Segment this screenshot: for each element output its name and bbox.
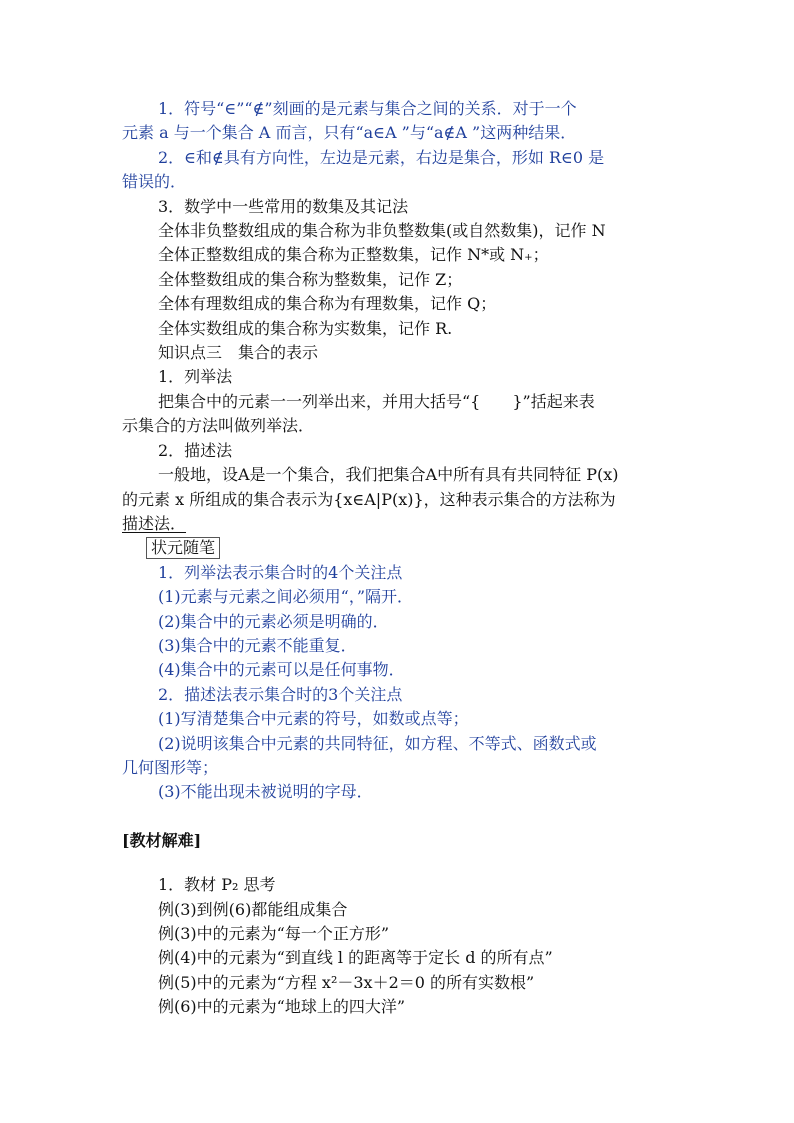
- note-label-row: [122, 536, 678, 560]
- knowledge-point-title: 知识点三 集合的表示: [158, 343, 319, 363]
- text-line: 描述法．: [122, 513, 187, 533]
- text-line: 1．符号“∈”“∉”刻画的是元素与集合之间的关系．对于一个: [158, 99, 577, 118]
- text-line: 全体正整数组成的集合称为正整数集，记作 N*或 N₊；: [158, 245, 549, 265]
- section-line: 例(4)中的元素为“到直线 l 的距离等于定长 d 的所有点”: [158, 948, 553, 968]
- document-page: [122, 97, 678, 1020]
- text-line: 把集合中的元素一一列举出来，并用大括号“{ }”括起来表: [158, 391, 595, 411]
- section-line: 例(3)到例(6)都能组成集合: [158, 899, 348, 919]
- text-line: 示集合的方法叫做列举法．: [122, 416, 315, 436]
- text-line: 元素 a 与一个集合 A 而言，只有“a∈A ”与“a∉A ”这两种结果．: [122, 123, 577, 143]
- note-line: (1)元素与元素之间必须用“，”隔开．: [158, 587, 414, 607]
- text-line: 全体整数组成的集合称为整数集，记作 Z；: [158, 269, 463, 289]
- note-line: 几何图形等；: [122, 757, 219, 777]
- spacer: [122, 805, 678, 829]
- note-line: (3)集合中的元素不能重复．: [158, 635, 357, 655]
- text-line: 一般地，设A是一个集合，我们把集合A中所有具有共同特征 P(x): [158, 465, 619, 485]
- note-line: (1)写清楚集合中元素的符号，如数或点等；: [158, 709, 469, 729]
- note-line: 2．描述法表示集合时的3个关注点: [158, 684, 403, 704]
- text-line: 全体有理数组成的集合称为有理数集，记作 Q；: [158, 294, 497, 314]
- section-line: 例(3)中的元素为“每一个正方形”: [158, 924, 390, 943]
- note-line: (2)集合中的元素必须是明确的．: [158, 611, 389, 631]
- text-line: 的元素 x 所组成的集合表示为{x∈A|P(x)}，这种表示集合的方法称为: [122, 489, 616, 509]
- note-line: 1．列举法表示集合时的4个关注点: [158, 562, 403, 582]
- text-line: 1．列举法: [158, 367, 233, 387]
- section-line: 1．教材 P₂ 思考: [158, 875, 276, 895]
- text-line: 2．∈和∉具有方向性，左边是元素，右边是集合，形如 R∈0 是: [158, 147, 605, 167]
- section-heading: [教材解难]: [122, 830, 202, 850]
- text-line: 错误的．: [122, 172, 187, 192]
- note-line: (4)集合中的元素可以是任何事物．: [158, 660, 405, 680]
- note-line: (3)不能出现未被说明的字母．: [158, 782, 373, 802]
- section-block: [122, 873, 678, 1019]
- spacer: [122, 853, 678, 873]
- text-line: 全体实数组成的集合称为实数集，记作 R.: [158, 318, 453, 338]
- intro-block: [122, 97, 678, 536]
- text-line: 2．描述法: [158, 440, 233, 460]
- note-label: 状元随笔: [146, 537, 220, 559]
- text-line: 3．数学中一些常用的数集及其记法: [158, 196, 409, 216]
- text-line: 全体非负整数组成的集合称为非负整数集(或自然数集)，记作 N: [158, 221, 606, 241]
- section-line: 例(6)中的元素为“地球上的四大洋”: [158, 997, 406, 1017]
- section-line: 例(5)中的元素为“方程 x²－3x＋2＝0 的所有实数根”: [158, 972, 535, 992]
- note-block: [122, 561, 678, 805]
- note-line: (2)说明该集合中元素的共同特征，如方程、不等式、函数式或: [158, 733, 597, 753]
